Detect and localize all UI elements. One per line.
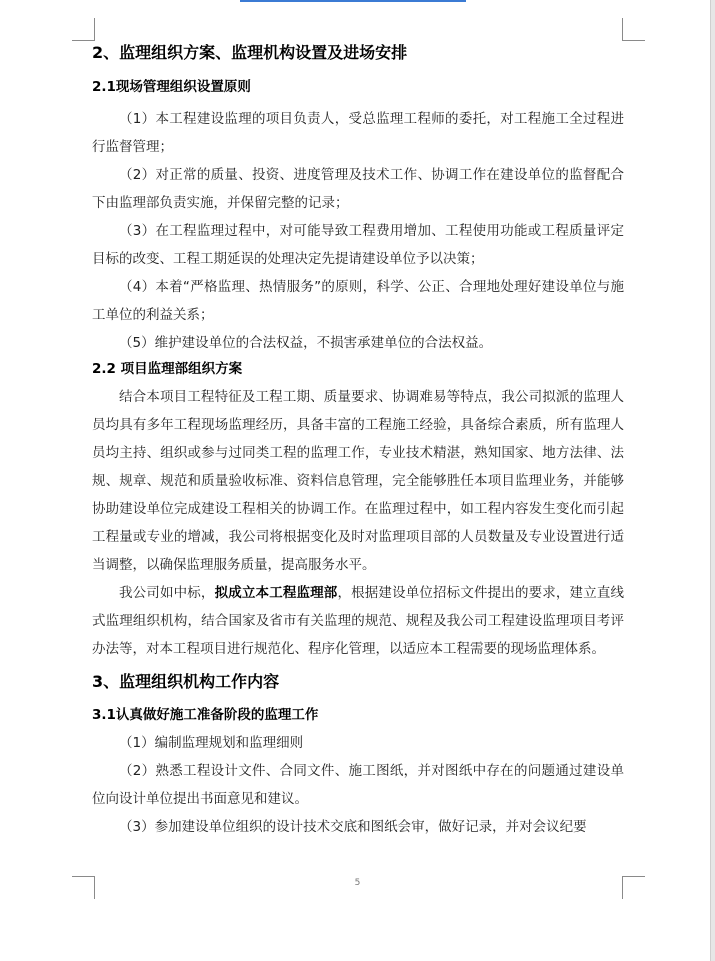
paragraph-3-1-item-3: （3）参加建设单位组织的设计技术交底和图纸会审，做好记录，并对会议纪要 xyxy=(119,819,587,835)
heading-section-2: 2、监理组织方案、监理机构设置及进场安排 xyxy=(92,43,408,62)
heading-2-1: 2.1现场管理组织设置原则 xyxy=(92,79,251,95)
crop-mark-top-right xyxy=(622,18,645,41)
paragraph-2-2-lead: 我公司如中标， xyxy=(119,585,215,601)
paragraph-2-2-main: 结合本项目工程特征及工程工期、质量要求、协调难易等特点，我公司拟派的监理人员均具有多年工程现场监理经历，具备丰富的工程施工经验，具备综合素质，所有监理人员均主持、组织或参与过同类工程的监理工作，专业技术精湛，熟知国家、地方法律、法规、规章、规范和质量验收标准、资料信息管理，完全能够胜任本项目监理业务，并能够协助建设单位完成建设工程相关的协调工作。在监理过程中，如工程内容发生变化而引起工程量或专业的增减，我公司将根据变化及时对监理项目部的人员数量及专业设置进行适当调整，以确保监理服务质量，提高服务水平。 xyxy=(92,389,624,573)
paragraph-2-1-item-4: （4）本着“严格监理、热情服务”的原则，科学、公正、合理地处理好建设单位与施工单位的利益关系； xyxy=(92,279,624,323)
paragraph-2-1-item-1: （1）本工程建设监理的项目负责人，受总监理工程师的委托，对工程施工全过程进行监督管理； xyxy=(92,111,624,155)
page-scroll-edge xyxy=(710,0,715,961)
paragraph-2-2-establish xyxy=(92,579,624,663)
paragraph-3-1-item-1: （1）编制监理规划和监理细则 xyxy=(119,735,304,751)
page-number: 5 xyxy=(354,878,361,888)
crop-mark-top-left xyxy=(72,18,95,41)
paragraph-2-2-tail: ，根据建设单位招标文件提出的要求，建立直线式监理组织机构，结合国家及省市有关监理的规范、规程及我公司工程建设监理项目考评办法等，对本工程项目进行规范化、程序化管理，以适应本工程需要的现场监理体系。 xyxy=(92,585,625,657)
paragraph-2-2-emphasis: 拟成立本工程监理部 xyxy=(214,585,338,601)
heading-section-3: 3、监理组织机构工作内容 xyxy=(92,672,280,691)
paragraph-2-1-item-2: （2）对正常的质量、投资、进度管理及技术工作、协调工作在建设单位的监督配合下由监理部负责实施，并保留完整的记录； xyxy=(92,167,624,211)
paragraph-2-1-item-3: （3）在工程监理过程中，对可能导致工程费用增加、工程使用功能或工程质量评定目标的改变、工程工期延误的处理决定先提请建设单位予以决策； xyxy=(92,223,624,267)
heading-2-2: 2.2 项目监理部组织方案 xyxy=(92,361,243,377)
paragraph-2-1-item-5: （5）维护建设单位的合法权益，不损害承建单位的合法权益。 xyxy=(119,335,493,351)
window-top-accent xyxy=(240,0,466,2)
heading-3-1: 3.1认真做好施工准备阶段的监理工作 xyxy=(92,707,319,723)
paragraph-3-1-item-2: （2）熟悉工程设计文件、合同文件、施工图纸，并对图纸中存在的问题通过建设单位向设计单位提出书面意见和建议。 xyxy=(92,763,624,807)
document-body xyxy=(92,42,624,841)
